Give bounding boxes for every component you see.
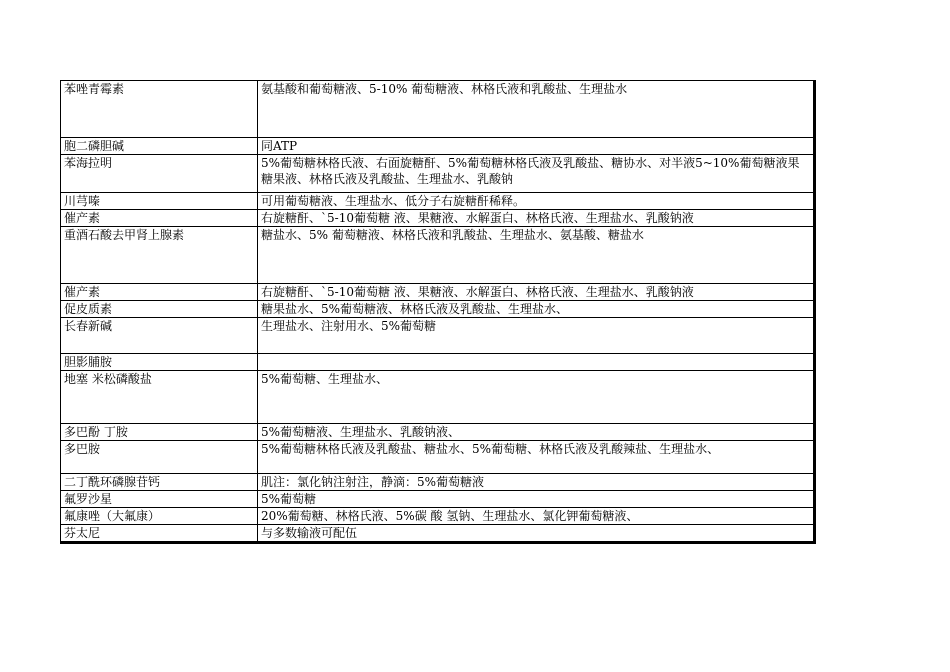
drug-name-cell: 长春新碱: [61, 318, 258, 354]
drug-name-cell: 氟罗沙星: [61, 491, 258, 508]
drug-name-cell: 苯海拉明: [61, 155, 258, 193]
drug-name-cell: 多巴胺: [61, 441, 258, 474]
drug-name-cell: 川芎嗪: [61, 193, 258, 210]
solutions-cell: 肌注：氯化钠注射注，静滴：5%葡萄糖液: [258, 474, 815, 491]
drug-name-cell: 苯唑青霉素: [61, 81, 258, 138]
solutions-cell: 5%葡萄糖林格氏液、右面旋糖酐、5%葡萄糖林格氏液及乳酸盐、糖协水、对半液5~10%葡萄糖液果糖果液、林格氏液及乳酸盐、生理盐水、乳酸钠: [258, 155, 815, 193]
solutions-cell: 与多数输液可配伍: [258, 525, 815, 543]
drug-name-cell: 胆影脯胺: [61, 354, 258, 371]
drug-name-cell: 二丁酰环磷腺苷钙: [61, 474, 258, 491]
solutions-cell: 20%葡萄糖、林格氏液、5%碳 酸 氢钠、生理盐水、氯化钾葡萄糖液、: [258, 508, 815, 525]
solutions-cell: 糖盐水、5% 葡萄糖液、林格氏液和乳酸盐、生理盐水、氨基酸、糖盐水: [258, 227, 815, 284]
solutions-cell: [258, 354, 815, 371]
table-row: [61, 354, 815, 371]
table-row: [61, 424, 815, 441]
table-row: [61, 371, 815, 424]
solutions-cell: 5%葡萄糖: [258, 491, 815, 508]
table-row: [61, 227, 815, 284]
drug-compatibility-table: [60, 80, 816, 544]
solutions-cell: 生理盐水、注射用水、5%葡萄糖: [258, 318, 815, 354]
solutions-cell: 5%葡萄糖、生理盐水、: [258, 371, 815, 424]
table-row: [61, 491, 815, 508]
drug-name-cell: 氟康唑（大氟康）: [61, 508, 258, 525]
table-row: [61, 508, 815, 525]
solutions-cell: 5%葡萄糖林格氏液及乳酸盐、糖盐水、5%葡萄糖、林格氏液及乳酸辣盐、生理盐水、: [258, 441, 815, 474]
table-row: [61, 441, 815, 474]
table-row: [61, 155, 815, 193]
table-row: [61, 210, 815, 227]
solutions-cell: 右旋糖酐、`5-10葡萄糖 液、果糖液、水解蛋白、林格氏液、生理盐水、乳酸钠液: [258, 210, 815, 227]
solutions-cell: 可用葡萄糖液、生理盐水、低分子右旋糖酐稀释。: [258, 193, 815, 210]
solutions-cell: 右旋糖酐、`5-10葡萄糖 液、果糖液、水解蛋白、林格氏液、生理盐水、乳酸钠液: [258, 284, 815, 301]
table-row: [61, 284, 815, 301]
solutions-cell: 同ATP: [258, 138, 815, 155]
table-row: [61, 193, 815, 210]
drug-name-cell: 重酒石酸去甲肾上腺素: [61, 227, 258, 284]
drug-name-cell: 多巴酚 丁胺: [61, 424, 258, 441]
drug-name-cell: 催产素: [61, 210, 258, 227]
drug-name-cell: 芬太尼: [61, 525, 258, 543]
table-row: [61, 318, 815, 354]
drug-name-cell: 胞二磷胆碱: [61, 138, 258, 155]
table-row: [61, 474, 815, 491]
drug-name-cell: 促皮质素: [61, 301, 258, 318]
drug-name-cell: 地塞 米松磷酸盐: [61, 371, 258, 424]
solutions-cell: 糖果盐水、5%葡萄糖液、林格氏液及乳酸盐、生理盐水、: [258, 301, 815, 318]
table-row: [61, 525, 815, 543]
drug-name-cell: 催产素: [61, 284, 258, 301]
solutions-cell: 5%葡萄糖液、生理盐水、乳酸钠液、: [258, 424, 815, 441]
table-row: [61, 138, 815, 155]
solutions-cell: 氨基酸和葡萄糖液、5-10% 葡萄糖液、林格氏液和乳酸盐、生理盐水: [258, 81, 815, 138]
table-row: [61, 301, 815, 318]
table-row: [61, 81, 815, 138]
